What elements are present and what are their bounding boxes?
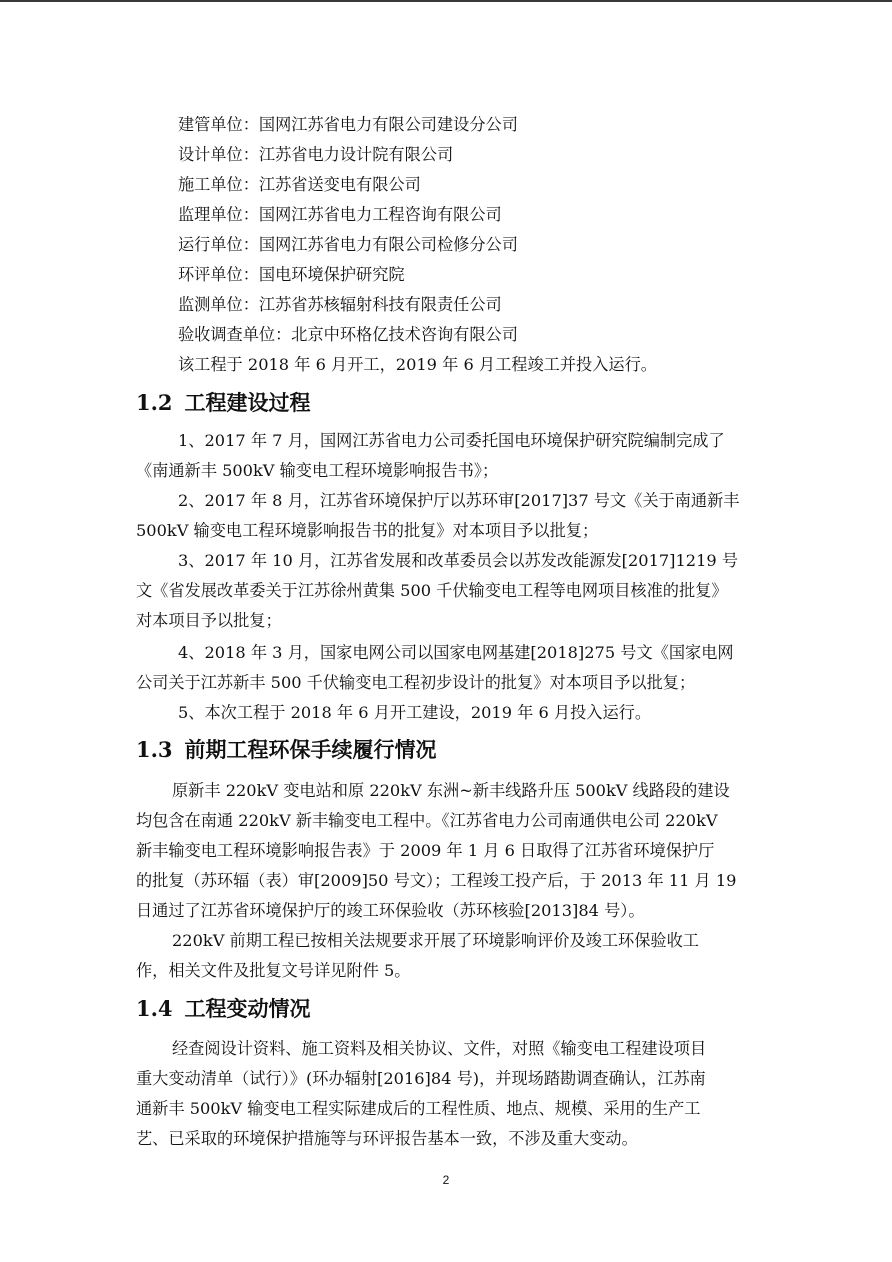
- unit-construction-management: 建管单位：国网江苏省电力有限公司建设分公司: [178, 115, 518, 134]
- section-1-4-line: 通新丰 500kV 输变电工程实际建成后的工程性质、地点、规模、采用的生产工: [136, 1099, 701, 1118]
- section-1-4-title: 工程变动情况: [184, 996, 311, 1021]
- section-1-2-line: 4、2018 年 3 月，国家电网公司以国家电网基建[2018]275 号文《国家电网: [178, 643, 734, 662]
- unit-operation: 运行单位：国网江苏省电力有限公司检修分公司: [178, 235, 518, 254]
- page-number: 2: [442, 1173, 450, 1187]
- section-1-4-number: 1.4: [136, 996, 173, 1021]
- section-1-2-line: 3、2017 年 10 月，江苏省发展和改革委员会以苏发改能源发[2017]1219 号: [178, 551, 739, 570]
- section-1-2-line: 500kV 输变电工程环境影响报告书的批复》对本项目予以批复；: [136, 521, 599, 540]
- section-1-4-line: 艺、已采取的环境保护措施等与环评报告基本一致，不涉及重大变动。: [136, 1129, 638, 1148]
- section-1-2-number: 1.2: [136, 390, 173, 415]
- section-1-2-title: 工程建设过程: [184, 390, 311, 415]
- section-1-2-line: 对本项目予以批复；: [136, 611, 282, 630]
- section-1-2-line: 5、本次工程于 2018 年 6 月开工建设，2019 年 6 月投入运行。: [178, 703, 652, 722]
- section-1-2-line: 《南通新丰 500kV 输变电工程环境影响报告书》；: [136, 461, 499, 480]
- project-timeline-sentence: 该工程于 2018 年 6 月开工，2019 年 6 月工程竣工并投入运行。: [178, 355, 657, 374]
- unit-eia: 环评单位：国电环境保护研究院: [178, 265, 405, 284]
- section-1-2-line: 2、2017 年 8 月，江苏省环境保护厅以苏环审[2017]37 号文《关于南通新丰: [178, 491, 740, 510]
- section-1-3-line: 新丰输变电工程环境影响报告表》于 2009 年 1 月 6 日取得了江苏省环境保护厅: [136, 841, 715, 860]
- section-1-3-line: 日通过了江苏省环境保护厅的竣工环保验收（苏环核验[2013]84 号）。: [136, 901, 645, 920]
- unit-acceptance-survey: 验收调查单位：北京中环格亿技术咨询有限公司: [178, 325, 518, 344]
- section-1-2-line: 文《省发展改革委关于江苏徐州黄集 500 千伏输变电工程等电网项目核准的批复》: [136, 581, 728, 600]
- section-1-3-line: 作，相关文件及批复文号详见附件 5。: [136, 961, 411, 980]
- section-1-3-title: 前期工程环保手续履行情况: [184, 737, 437, 762]
- section-1-4-line: 经查阅设计资料、施工资料及相关协议、文件，对照《输变电工程建设项目: [172, 1039, 707, 1058]
- unit-design: 设计单位：江苏省电力设计院有限公司: [178, 145, 454, 164]
- unit-monitoring: 监测单位：江苏省苏核辐射科技有限责任公司: [178, 295, 502, 314]
- section-1-3-line: 原新丰 220kV 变电站和原 220kV 东洲~新丰线路升压 500kV 线路段的建设: [172, 781, 730, 800]
- section-1-3-number: 1.3: [136, 737, 173, 762]
- section-1-4-heading: [136, 995, 311, 1023]
- section-1-3-line: 220kV 前期工程已按相关法规要求开展了环境影响评价及竣工环保验收工: [172, 931, 699, 950]
- section-1-3-line: 均包含在南通 220kV 新丰输变电工程中。《江苏省电力公司南通供电公司 220kV: [136, 811, 718, 830]
- section-1-2-heading: [136, 389, 311, 417]
- unit-supervision: 监理单位：国网江苏省电力工程咨询有限公司: [178, 205, 502, 224]
- section-1-4-line: 重大变动清单（试行）》(环办辐射[2016]84 号)，并现场踏勘调查确认，江苏南: [136, 1069, 706, 1088]
- section-1-3-line: 的批复（苏环辐（表）审[2009]50 号文）；工程竣工投产后，于 2013 年 11 月 19: [136, 871, 737, 890]
- section-1-2-line: 1、2017 年 7 月，国网江苏省电力公司委托国电环境保护研究院编制完成了: [178, 431, 725, 450]
- section-1-3-heading: [136, 736, 437, 764]
- section-1-2-line: 公司关于江苏新丰 500 千伏输变电工程初步设计的批复》对本项目予以批复；: [136, 673, 696, 692]
- unit-construction: 施工单位：江苏省送变电有限公司: [178, 175, 421, 194]
